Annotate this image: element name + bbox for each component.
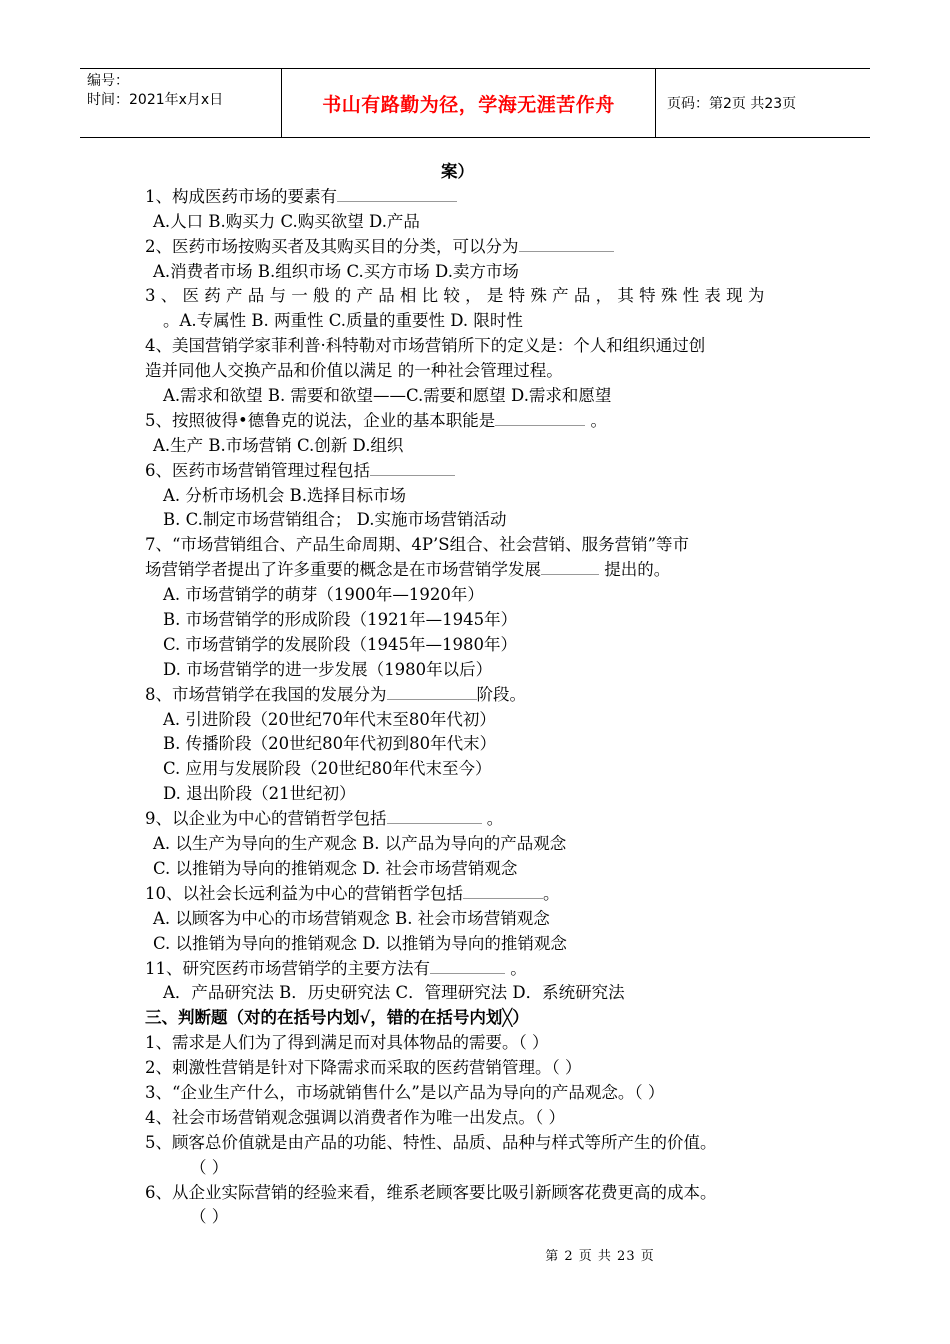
- line-text: C. 以推销为导向的推销观念 D. 社会市场营销观念: [153, 858, 518, 878]
- line-text: C. 应用与发展阶段（20世纪80年代末至今）: [163, 759, 492, 779]
- text-line: [145, 210, 810, 235]
- line-text: C. 市场营销学的发展阶段（1945年—1980年）: [163, 634, 518, 654]
- document-body: [145, 160, 810, 1230]
- text-line: [145, 932, 810, 957]
- text-line: [145, 1181, 810, 1206]
- text-line: [145, 384, 810, 409]
- answer-blank: [495, 411, 585, 426]
- line-suffix: 。: [505, 958, 527, 978]
- text-line: [145, 583, 810, 608]
- line-text: B. 传播阶段（20世纪80年代初到80年代末）: [163, 734, 497, 754]
- line-text: A. 市场营销学的萌芽（1900年—1920年）: [163, 585, 484, 605]
- text-line: [145, 981, 810, 1006]
- line-text: 6、从企业实际营销的经验来看，维系老顾客要比吸引新顾客花费更高的成本。: [145, 1182, 717, 1202]
- line-text: 4、社会市场营销观念强调以消费者作为唯一出发点。（ ）: [145, 1107, 565, 1127]
- line-text: 案）: [441, 162, 474, 181]
- text-line: [145, 309, 810, 334]
- answer-blank: [463, 884, 543, 899]
- line-text: （ ）: [190, 1157, 229, 1177]
- line-suffix: 。: [543, 883, 560, 903]
- text-line: [105, 160, 810, 185]
- text-line: [145, 558, 810, 583]
- line-text: 10、以社会长远利益为中心的营销哲学包括: [145, 883, 463, 903]
- text-line: [145, 708, 810, 733]
- text-line: [145, 1156, 810, 1181]
- line-text: B. C.制定市场营销组合； D.实施市场营销活动: [163, 510, 507, 530]
- date-label: 时间：2021年x月x日: [87, 92, 224, 108]
- line-text: 7、“市场营销组合、产品生命周期、4P’S组合、社会营销、服务营销”等市: [145, 535, 690, 555]
- text-line: [145, 1131, 810, 1156]
- line-text: 6、医药市场营销管理过程包括: [145, 460, 370, 480]
- header-meta: [80, 69, 282, 137]
- line-text: 5、顾客总价值就是由产品的功能、特性、品质、品种与样式等所产生的价值。: [145, 1132, 717, 1152]
- line-text: C. 以推销为导向的推销观念 D. 以推销为导向的推销观念: [153, 933, 567, 953]
- text-line: [145, 334, 810, 359]
- text-line: [145, 757, 810, 782]
- text-line: [145, 1106, 810, 1131]
- line-text: 3、“企业生产什么，市场就销售什么”是以产品为导向的产品观念。（ ）: [145, 1082, 665, 1102]
- line-text: 8、市场营销学在我国的发展分为: [145, 684, 387, 704]
- text-line: [145, 260, 810, 285]
- line-text: 3 、 医 药 产 品 与 一 般 的 产 品 相 比 较 ， 是 特 殊 产 品 ， 其 特 殊 性 表 现 为: [145, 286, 765, 306]
- line-text: 5、按照彼得•德鲁克的说法，企业的基本职能是: [145, 410, 496, 430]
- text-line: [145, 633, 810, 658]
- line-text: 。A.专属性 B. 两重性 C.质量的重要性 D. 限时性: [163, 311, 523, 331]
- text-line: [145, 807, 810, 832]
- answer-blank: [337, 187, 457, 202]
- text-line: [145, 359, 810, 384]
- text-line: [145, 434, 810, 459]
- text-line: [145, 732, 810, 757]
- line-text: 2、刺激性营销是针对下降需求而采取的医药营销管理。（ ）: [145, 1058, 582, 1078]
- line-text: A.需求和欲望 B. 需要和欲望——C.需要和愿望 D.需求和愿望: [163, 386, 612, 406]
- line-text: A. 引进阶段（20世纪70年代末至80年代初）: [163, 709, 496, 729]
- text-line: [145, 235, 810, 260]
- line-suffix: 阶段。: [476, 684, 526, 704]
- text-line: [145, 484, 810, 509]
- line-text: D. 市场营销学的进一步发展（1980年以后）: [163, 659, 493, 679]
- footer-page-number: 第 2 页 共 23 页: [545, 1249, 655, 1264]
- text-line: [145, 508, 810, 533]
- text-line: [145, 1006, 810, 1031]
- line-text: 造并同他人交换产品和价值以满足 的一种社会管理过程。: [145, 361, 563, 381]
- answer-blank: [541, 560, 599, 575]
- text-line: [145, 857, 810, 882]
- line-text: 4、美国营销学家菲利普·科特勒对市场营销所下的定义是：个人和组织通过创: [145, 336, 706, 356]
- line-text: 11、研究医药市场营销学的主要方法有: [145, 958, 430, 978]
- line-text: D. 退出阶段（21世纪初）: [163, 784, 356, 804]
- line-text: 2、医药市场按购买者及其购买目的分类，可以分为: [145, 236, 519, 256]
- line-text: A．产品研究法 B．历史研究法 C．管理研究法 D．系统研究法: [163, 983, 625, 1003]
- answer-blank: [519, 237, 614, 252]
- text-line: [145, 284, 810, 309]
- header-motto: 书山有路勤为径，学海无涯苦作舟: [282, 69, 656, 137]
- line-text: B. 市场营销学的形成阶段（1921年—1945年）: [163, 610, 518, 630]
- number-label: 编号：: [87, 73, 129, 89]
- answer-blank: [370, 461, 455, 476]
- line-text: A.人口 B.购买力 C.购买欲望 D.产品: [153, 211, 420, 231]
- line-text: A. 分析市场机会 B.选择目标市场: [163, 485, 407, 505]
- line-text: 1、需求是人们为了得到满足而对具体物品的需要。（ ）: [145, 1033, 549, 1053]
- line-text: A. 以顾客为中心的市场营销观念 B. 社会市场营销观念: [153, 908, 550, 928]
- line-text: A.消费者市场 B.组织市场 C.买方市场 D.卖方市场: [153, 261, 519, 281]
- text-line: [145, 409, 810, 434]
- header-page-info: 页码：第2页 共23页: [667, 96, 797, 112]
- line-text: 9、以企业为中心的营销哲学包括: [145, 809, 387, 829]
- text-line: [145, 459, 810, 484]
- line-text: A.生产 B.市场营销 C.创新 D.组织: [153, 435, 404, 455]
- text-line: [145, 1056, 810, 1081]
- text-line: [145, 832, 810, 857]
- text-line: [145, 1205, 810, 1230]
- text-line: [145, 907, 810, 932]
- answer-blank: [387, 809, 482, 824]
- line-suffix: 提出的。: [599, 560, 671, 580]
- text-line: [145, 782, 810, 807]
- line-suffix: 。: [585, 410, 607, 430]
- answer-blank: [387, 685, 477, 700]
- text-line: [145, 683, 810, 708]
- text-line: [145, 1031, 810, 1056]
- page-footer: [0, 1245, 950, 1264]
- page-header: [80, 68, 870, 138]
- line-text: 1、构成医药市场的要素有: [145, 186, 337, 206]
- line-text: （ ）: [190, 1207, 229, 1227]
- line-text: 三、判断题（对的在括号内划√，错的在括号内划╳）: [145, 1008, 529, 1028]
- text-line: [145, 658, 810, 683]
- line-suffix: 。: [481, 809, 504, 829]
- text-line: [145, 533, 810, 558]
- text-line: [145, 1081, 810, 1106]
- answer-blank: [430, 959, 505, 974]
- line-text: 场营销学者提出了许多重要的概念是在市场营销学发展: [145, 560, 541, 580]
- line-text: A. 以生产为导向的生产观念 B. 以产品为导向的产品观念: [153, 834, 567, 854]
- text-line: [145, 185, 810, 210]
- text-line: [145, 882, 810, 907]
- text-line: [145, 608, 810, 633]
- text-line: [145, 957, 810, 982]
